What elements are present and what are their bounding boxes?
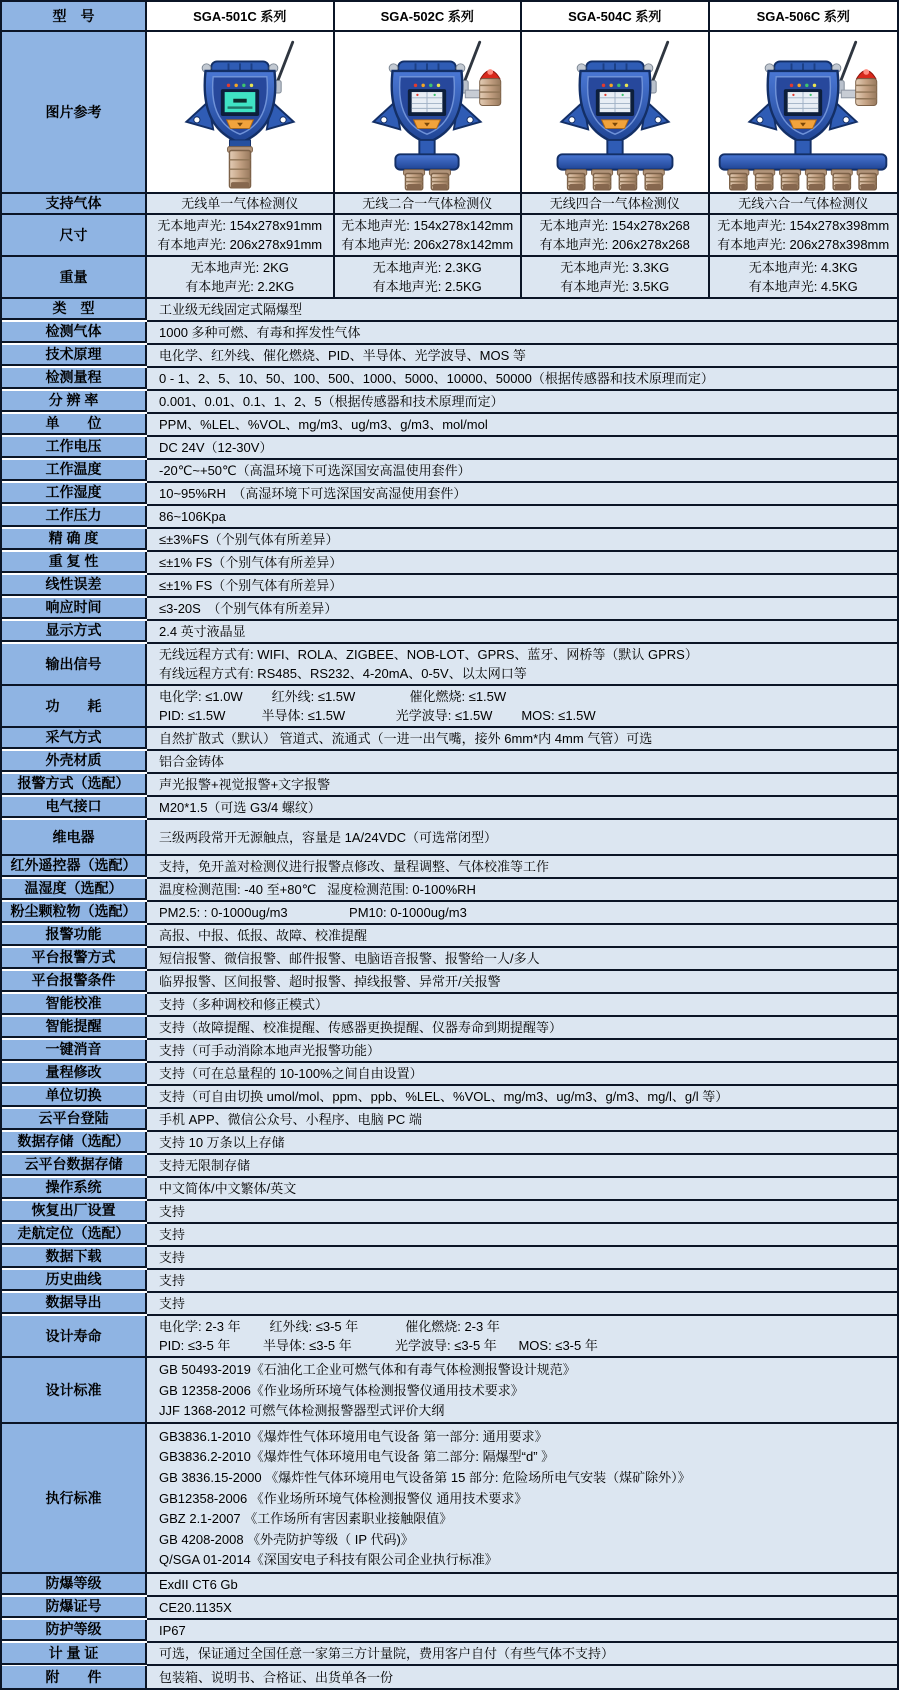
row-label-text: 温湿度（选配） — [24, 880, 123, 896]
value-line: 支持（多种调校和修正模式） — [159, 997, 329, 1012]
row-52-value — [147, 1620, 897, 1643]
row-22-label — [2, 728, 147, 749]
row-6-value — [147, 322, 897, 345]
value-line: PPM、%LEL、%VOL、mg/m3、ug/m3、g/m3、mol/mol — [159, 417, 488, 432]
row-4-label — [2, 257, 147, 299]
row-50-value — [147, 1574, 897, 1597]
row-38-label — [2, 1109, 147, 1130]
value-line: 86~106Kpa — [159, 509, 226, 524]
value-line: 包装箱、说明书、合格证、出货单各一份 — [159, 1669, 394, 1685]
value-line: GBZ 2.1-2007 《工作场所有害因素职业接触限值》 — [159, 1511, 453, 1527]
value-text: 无线二合一气体检测仪 — [362, 196, 493, 211]
row-label-text: 历史曲线 — [45, 1271, 102, 1287]
row-9-label — [2, 391, 147, 412]
value-line: 0 - 1、2、5、10、50、100、500、1000、5000、10000、50000（根据传感器和技术原理而定） — [159, 371, 714, 386]
value-line: CE20.1135X — [159, 1600, 232, 1615]
row-44-value — [147, 1247, 897, 1270]
value-line: GB3836.1-2010《爆炸性气体环境用电气设备 第一部分: 通用要求》 — [159, 1428, 548, 1444]
value-line: ≤±1% FS（个别气体有所差异） — [159, 555, 343, 570]
row-21-label — [2, 686, 147, 728]
row-3-col-2 — [522, 215, 710, 257]
row-22-value — [147, 728, 897, 751]
row-41-value — [147, 1178, 897, 1201]
value-line: GB 50493-2019《石油化工企业可燃气体和有毒气体检测报警设计规范》 — [159, 1362, 576, 1378]
row-14-value — [147, 506, 897, 529]
value-line: 工业级无线固定式隔爆型 — [159, 302, 303, 317]
row-26-label — [2, 820, 147, 856]
value-text: 无本地声光: 2.3KG — [372, 259, 482, 275]
row-3-col-3 — [710, 215, 898, 257]
product-image-sga-504c — [522, 32, 710, 194]
row-42-value — [147, 1201, 897, 1224]
product-image-sga-501c — [147, 32, 335, 194]
row-8-value — [147, 368, 897, 391]
row-label-text: 尺寸 — [59, 226, 88, 243]
row-13-label — [2, 483, 147, 504]
row-10-value — [147, 414, 897, 437]
row-44-label — [2, 1247, 147, 1268]
value-text: 有本地声光: 206x278x268 — [539, 237, 690, 253]
value-line: 临界报警、区间报警、超时报警、掉线报警、异常开/关报警 — [159, 974, 501, 989]
value-line: 支持，免开盖对检测仪进行报警点修改、量程调整、气体校准等工作 — [159, 859, 550, 874]
value-line: ≤3-20S （个别气体有所差异） — [159, 601, 338, 616]
row-label-text: 工作温度 — [45, 461, 102, 477]
value-line: 2.4 英寸液晶显 — [159, 624, 246, 639]
row-47-label — [2, 1316, 147, 1358]
row-label-text: 型 号 — [52, 7, 95, 24]
row-51-value — [147, 1597, 897, 1620]
row-25-value — [147, 797, 897, 820]
row-13-value — [147, 483, 897, 506]
row-18-label — [2, 598, 147, 619]
value-text: 无本地声光: 4.3KG — [748, 259, 858, 275]
value-line: 可选，保证通过全国任意一家第三方计量院，费用客户自付（有些气体不支持） — [159, 1646, 615, 1661]
row-54-label — [2, 1666, 147, 1688]
row-label-text: 单位切换 — [45, 1087, 102, 1103]
row-4-col-3 — [710, 257, 898, 299]
row-label-text: 防爆证号 — [45, 1598, 102, 1614]
value-text: 无本地声光: 154x278x398mm — [717, 217, 890, 233]
value-line: GB 4208-2008 《外壳防护等级（ IP 代码)》 — [159, 1531, 414, 1547]
value-line: ExdII CT6 Gb — [159, 1577, 238, 1592]
row-53-value — [147, 1643, 897, 1666]
row-23-label — [2, 751, 147, 772]
row-0-col-3 — [710, 2, 898, 32]
row-34-value — [147, 1017, 897, 1040]
row-43-value — [147, 1224, 897, 1247]
row-7-label — [2, 345, 147, 366]
row-label-text: 防爆等级 — [45, 1575, 102, 1591]
row-4-col-2 — [522, 257, 710, 299]
value-text: 无本地声光: 2KG — [190, 259, 289, 275]
value-line: 支持（可自由切换 umol/mol、ppm、ppb、%LEL、%VOL、mg/m3、ug/m3、g/m3、mg/l、g/l 等） — [159, 1089, 729, 1104]
value-line: 支持 10 万条以上存储 — [159, 1135, 285, 1150]
row-label-text: 工作湿度 — [45, 484, 102, 500]
row-31-value — [147, 948, 897, 971]
row-38-value — [147, 1109, 897, 1132]
value-line: M20*1.5（可选 G3/4 螺纹） — [159, 800, 321, 815]
row-45-label — [2, 1270, 147, 1291]
row-label-text: 云平台数据存储 — [24, 1156, 123, 1172]
value-line: 温度检测范围: -40 至+80℃ 湿度检测范围: 0-100%RH — [159, 882, 476, 897]
row-label-text: 重量 — [59, 268, 88, 285]
value-text: 无本地声光: 154x278x91mm — [157, 217, 323, 233]
row-8-label — [2, 368, 147, 389]
value-line: -20℃~+50℃（高温环境下可选深国安高温使用套件） — [159, 463, 471, 478]
row-label-text: 外壳材质 — [45, 752, 102, 768]
row-label-text: 报警功能 — [45, 926, 102, 942]
row-label-text: 工作压力 — [45, 507, 102, 523]
row-48-value — [147, 1358, 897, 1424]
row-29-value — [147, 902, 897, 925]
row-label-text: 检测量程 — [45, 369, 102, 385]
row-label-text: 图片参考 — [45, 103, 102, 120]
row-49-value — [147, 1424, 897, 1574]
value-line: 手机 APP、微信公众号、小程序、电脑 PC 端 — [159, 1112, 422, 1127]
value-line: GB 3836.15-2000 《爆炸性气体环境用电气设备第 15 部分: 危险场所电气安装（煤矿除外）》 — [159, 1469, 691, 1485]
row-label-text: 操作系统 — [45, 1179, 102, 1195]
row-15-label — [2, 529, 147, 550]
value-line: 10~95%RH （高湿环境下可选深国安高湿使用套件） — [159, 486, 467, 501]
value-line: 三级两段常开无源触点，容量是 1A/24VDC（可选常闭型） — [159, 829, 498, 845]
row-12-value — [147, 460, 897, 483]
value-line: 无线远程方式有: WIFI、ROLA、ZIGBEE、NOB-LOT、GPRS、蓝牙、网桥等（默认 GPRS） — [159, 647, 698, 662]
value-text: 有本地声光: 2.5KG — [372, 279, 482, 295]
row-33-value — [147, 994, 897, 1017]
row-label-text: 分 辨 率 — [48, 392, 99, 408]
row-11-label — [2, 437, 147, 458]
value-line: GB12358-2006 《作业场所环境气体检测报警仪 通用技术要求》 — [159, 1490, 528, 1506]
row-17-value — [147, 575, 897, 598]
row-2-col-1 — [335, 194, 523, 215]
value-text: SGA-506C 系列 — [756, 8, 850, 24]
value-line: 高报、中报、低报、故障、校准提醒 — [159, 928, 368, 943]
value-text: SGA-501C 系列 — [193, 8, 287, 24]
row-label-text: 类 型 — [52, 300, 95, 316]
row-label-text: 附 件 — [45, 1668, 102, 1685]
row-33-label — [2, 994, 147, 1015]
value-text: 有本地声光: 3.5KG — [560, 279, 670, 295]
value-line: ≤±3%FS（个别气体有所差异） — [159, 532, 339, 547]
row-20-value — [147, 644, 897, 686]
row-label-text: 数据下载 — [45, 1248, 102, 1264]
row-39-label — [2, 1132, 147, 1153]
row-48-label — [2, 1358, 147, 1424]
row-46-label — [2, 1293, 147, 1314]
row-label-text: 平台报警方式 — [31, 949, 116, 965]
row-label-text: 电气接口 — [45, 798, 102, 814]
row-label-text: 检测气体 — [45, 323, 102, 339]
row-label-text: 粉尘颗粒物（选配） — [10, 903, 137, 919]
value-line: 电化学、红外线、催化燃烧、PID、半导体、光学波导、MOS 等 — [159, 348, 526, 363]
row-5-label — [2, 299, 147, 320]
value-line: 1000 多种可燃、有毒和挥发性气体 — [159, 325, 361, 340]
value-text: 有本地声光: 206x278x398mm — [717, 237, 890, 253]
row-27-value — [147, 856, 897, 879]
row-label-text: 支持气体 — [45, 195, 102, 211]
row-29-label — [2, 902, 147, 923]
value-line: 支持 — [159, 1227, 186, 1242]
row-label-text: 采气方式 — [45, 729, 102, 745]
row-18-value — [147, 598, 897, 621]
row-36-label — [2, 1063, 147, 1084]
value-line: 支持 — [159, 1296, 186, 1311]
row-label-text: 重 复 性 — [48, 553, 99, 569]
row-0-col-0 — [147, 2, 335, 32]
value-line: 支持（可手动消除本地声光报警功能） — [159, 1043, 381, 1058]
row-37-label — [2, 1086, 147, 1107]
row-label-text: 响应时间 — [45, 599, 102, 615]
row-17-label — [2, 575, 147, 596]
row-2-label — [2, 194, 147, 215]
row-label-text: 精 确 度 — [48, 530, 99, 546]
value-text: 无线六合一气体检测仪 — [738, 196, 869, 211]
row-9-value — [147, 391, 897, 414]
value-text: 有本地声光: 206x278x91mm — [157, 237, 323, 253]
row-51-label — [2, 1597, 147, 1618]
row-39-value — [147, 1132, 897, 1155]
value-line: DC 24V（12-30V） — [159, 440, 273, 455]
value-text: 无本地声光: 154x278x268 — [539, 217, 690, 233]
value-line: 有线远程方式有: RS485、RS232、4-20mA、0-5V、以太网口等 — [159, 666, 527, 681]
value-line: 电化学: 2-3 年 红外线: ≤3-5 年 催化燃烧: 2-3 年 — [159, 1319, 500, 1334]
row-27-label — [2, 856, 147, 877]
value-line: 支持 — [159, 1273, 186, 1288]
row-32-value — [147, 971, 897, 994]
value-line: IP67 — [159, 1623, 186, 1638]
value-line: 自然扩散式（默认） 管道式、流通式（一进一出气嘴，接外 6mm*内 4mm 气管）可选 — [159, 731, 653, 746]
row-30-label — [2, 925, 147, 946]
row-5-value — [147, 299, 897, 322]
row-31-label — [2, 948, 147, 969]
product-image-sga-506c — [710, 32, 898, 194]
value-line: 支持 — [159, 1204, 186, 1219]
value-line: Q/SGA 01-2014《深国安电子科技有限公司企业执行标准》 — [159, 1552, 498, 1568]
row-label-text: 报警方式（选配） — [17, 775, 130, 791]
row-54-value — [147, 1666, 897, 1688]
row-label-text: 显示方式 — [45, 622, 102, 638]
row-3-col-1 — [335, 215, 523, 257]
value-line: 0.001、0.01、0.1、1、2、5（根据传感器和技术原理而定） — [159, 394, 504, 409]
value-text: 无线四合一气体检测仪 — [549, 196, 680, 211]
row-16-value — [147, 552, 897, 575]
row-label-text: 计 量 证 — [48, 1644, 99, 1661]
row-20-label — [2, 644, 147, 686]
row-0-label — [2, 2, 147, 32]
row-36-value — [147, 1063, 897, 1086]
row-label-text: 恢复出厂设置 — [31, 1202, 116, 1218]
row-25-label — [2, 797, 147, 818]
row-2-col-0 — [147, 194, 335, 215]
row-label-text: 一键消音 — [45, 1041, 102, 1057]
product-image-sga-502c — [335, 32, 523, 194]
row-16-label — [2, 552, 147, 573]
row-label-text: 数据导出 — [45, 1294, 102, 1310]
value-line: GB 12358-2006《作业场所环境气体检测报警仪通用技术要求》 — [159, 1382, 524, 1398]
value-text: SGA-504C 系列 — [568, 8, 662, 24]
row-47-value — [147, 1316, 897, 1358]
row-label-text: 走航定位（选配） — [17, 1225, 130, 1241]
value-line: 支持 — [159, 1250, 186, 1265]
row-50-label — [2, 1574, 147, 1595]
row-28-value — [147, 879, 897, 902]
row-label-text: 防护等级 — [45, 1621, 102, 1637]
row-24-value — [147, 774, 897, 797]
row-label-text: 线性误差 — [45, 576, 102, 592]
value-text: 有本地声光: 206x278x142mm — [341, 237, 514, 253]
row-label-text: 单 位 — [45, 415, 102, 431]
value-line: JJF 1368-2012 可燃气体检测报警器型式评价大纲 — [159, 1402, 445, 1418]
row-19-value — [147, 621, 897, 644]
value-line: ≤±1% FS（个别气体有所差异） — [159, 578, 343, 593]
row-7-value — [147, 345, 897, 368]
row-19-label — [2, 621, 147, 642]
row-28-label — [2, 879, 147, 900]
row-40-value — [147, 1155, 897, 1178]
row-label-text: 智能提醒 — [45, 1018, 102, 1034]
value-text: 有本地声光: 4.5KG — [748, 279, 858, 295]
value-line: 电化学: ≤1.0W 红外线: ≤1.5W 催化燃烧: ≤1.5W — [159, 689, 507, 704]
value-line: GB3836.2-2010《爆炸性气体环境用电气设备 第二部分: 隔爆型“d” 》 — [159, 1449, 555, 1465]
value-line: 支持无限制存储 — [159, 1158, 251, 1173]
row-46-value — [147, 1293, 897, 1316]
value-line: 声光报警+视觉报警+文字报警 — [159, 777, 331, 792]
value-text: 无本地声光: 154x278x142mm — [341, 217, 514, 233]
row-1-label — [2, 32, 147, 194]
row-label-text: 设计标准 — [45, 1381, 102, 1398]
value-text: 有本地声光: 2.2KG — [185, 279, 295, 295]
row-37-value — [147, 1086, 897, 1109]
row-label-text: 设计寿命 — [45, 1327, 102, 1344]
row-43-label — [2, 1224, 147, 1245]
row-21-value — [147, 686, 897, 728]
value-text: 无线单一气体检测仪 — [181, 196, 299, 211]
row-53-label — [2, 1643, 147, 1665]
row-0-col-2 — [522, 2, 710, 32]
row-4-col-1 — [335, 257, 523, 299]
row-41-label — [2, 1178, 147, 1199]
value-line: PM2.5: : 0-1000ug/m3 PM10: 0-1000ug/m3 — [159, 905, 467, 920]
row-42-label — [2, 1201, 147, 1222]
row-2-col-3 — [710, 194, 898, 215]
value-text: 无本地声光: 3.3KG — [560, 259, 670, 275]
row-26-value — [147, 820, 897, 856]
row-35-value — [147, 1040, 897, 1063]
row-49-label — [2, 1424, 147, 1574]
row-11-value — [147, 437, 897, 460]
row-label-text: 工作电压 — [45, 438, 102, 454]
row-label-text: 量程修改 — [45, 1064, 102, 1080]
row-52-label — [2, 1620, 147, 1641]
row-label-text: 平台报警条件 — [31, 972, 116, 988]
row-14-label — [2, 506, 147, 527]
row-40-label — [2, 1155, 147, 1176]
row-label-text: 数据存储（选配） — [17, 1133, 130, 1149]
row-3-col-0 — [147, 215, 335, 257]
row-15-value — [147, 529, 897, 552]
value-line: 中文简体/中文繁体/英文 — [159, 1181, 297, 1196]
value-line: 支持（故障提醒、校准提醒、传感器更换提醒、仪器寿命到期提醒等） — [159, 1020, 563, 1035]
row-label-text: 维电器 — [52, 828, 95, 845]
row-30-value — [147, 925, 897, 948]
value-line: PID: ≤1.5W 半导体: ≤1.5W 光学波导: ≤1.5W MOS: ≤1.5W — [159, 708, 596, 723]
row-label-text: 智能校准 — [45, 995, 102, 1011]
row-label-text: 云平台登陆 — [38, 1110, 109, 1126]
row-12-label — [2, 460, 147, 481]
value-line: 铝合金铸体 — [159, 754, 225, 769]
row-32-label — [2, 971, 147, 992]
row-10-label — [2, 414, 147, 435]
value-line: 支持（可在总量程的 10-100%之间自由设置） — [159, 1066, 423, 1081]
row-23-value — [147, 751, 897, 774]
value-line: PID: ≤3-5 年 半导体: ≤3-5 年 光学波导: ≤3-5 年 MOS: ≤3-5 年 — [159, 1338, 598, 1353]
row-3-label — [2, 215, 147, 257]
row-label-text: 输出信号 — [45, 655, 102, 672]
row-label-text: 红外遥控器（选配） — [10, 857, 137, 873]
row-2-col-2 — [522, 194, 710, 215]
row-6-label — [2, 322, 147, 343]
value-line: 短信报警、微信报警、邮件报警、电脑语音报警、报警给一人/多人 — [159, 951, 540, 966]
row-24-label — [2, 774, 147, 795]
row-label-text: 功 耗 — [45, 697, 102, 714]
row-label-text: 执行标准 — [45, 1489, 102, 1506]
row-0-col-1 — [335, 2, 523, 32]
row-35-label — [2, 1040, 147, 1061]
value-text: SGA-502C 系列 — [380, 8, 474, 24]
row-45-value — [147, 1270, 897, 1293]
row-4-col-0 — [147, 257, 335, 299]
row-label-text: 技术原理 — [45, 346, 102, 362]
row-34-label — [2, 1017, 147, 1038]
